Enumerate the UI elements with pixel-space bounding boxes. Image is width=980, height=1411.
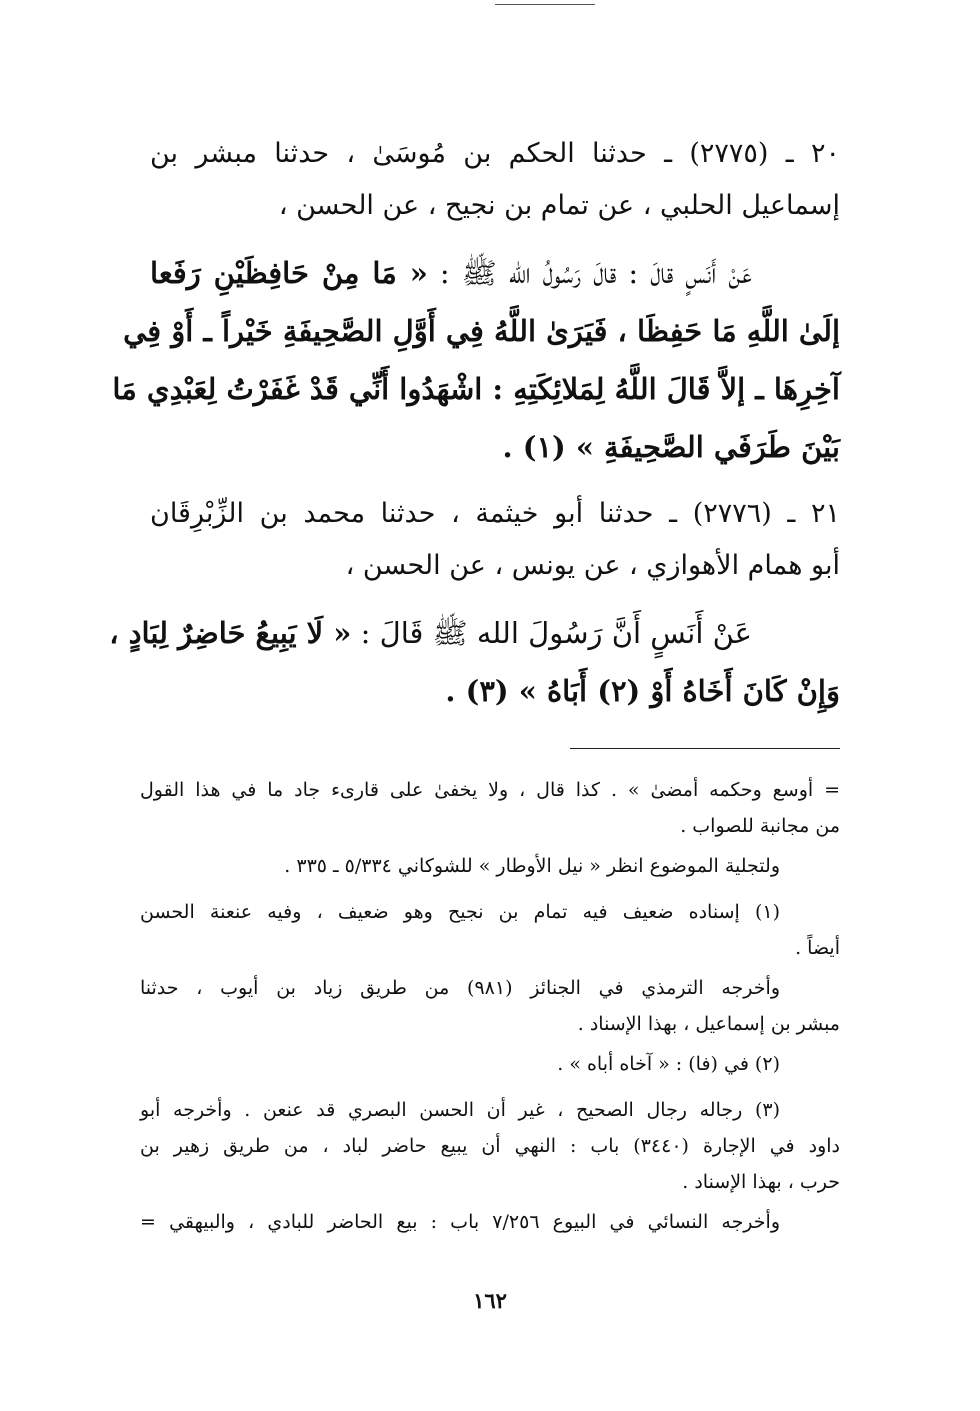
footnote-line: مبشر بن إسماعيل ، بهذا الإسناد . [577, 1013, 840, 1035]
matn-text: آخِرِهَا ـ إلاَّ قَالَ اللَّهُ لِمَلائِكَتِهِ : اشْهَدُوا أَنِّي قَدْ غَفَرْتُ لِعَبْدِي مَا [112, 372, 840, 406]
footnote-separator [570, 748, 840, 749]
footnote-continuation [140, 772, 840, 844]
footnote-line: = أوسع وحكمه أمضىٰ » . كذا قال ، ولا يخفىٰ على قارىء جاد ما في هذا القول [140, 779, 840, 801]
footnote-line: (٢) في (فا) : « آخاه أباه » . [557, 1053, 780, 1075]
matn-text: وَإِنْ كَانَ أَخَاهُ أَوْ (٢) أَبَاهُ » (٣) . [445, 674, 840, 708]
chain-line: إسماعيل الحلبي ، عن تمام بن نجيح ، عن الحسن ، [278, 190, 840, 221]
footnote-line: حرب ، بهذا الإسناد . [682, 1171, 840, 1193]
main-text [109, 128, 840, 732]
chain-line: أبو همام الأهوازي ، عن يونس ، عن الحسن ، [345, 550, 840, 581]
footnote-2 [140, 1046, 840, 1082]
footnote-line: وأخرجه الترمذي في الجنائز (٩٨١) من طريق زياد بن أيوب ، حدثنا [140, 977, 780, 999]
matn-line [123, 302, 840, 360]
footnote-line: داود في الإجارة (٣٤٤٠) باب : النهي أن يبيع حاضر لباد ، من طريق زهير بن [140, 1135, 840, 1157]
matn-intro: عَنْ أَنَسٍ أَنَّ رَسُولَ الله ﷺ قَالَ : [351, 616, 752, 650]
footnote-3 [140, 1092, 840, 1200]
matn-line [150, 418, 840, 476]
footnote-line: (١) إسناده ضعيف فيه تمام بن نجيح وهو ضعيف ، وفيه عنعنة الحسن [140, 901, 780, 923]
footnote-reference [140, 848, 840, 884]
matn-line [109, 604, 840, 662]
footnote-line: أيضاً . [795, 937, 840, 959]
hadith-20-matn [112, 244, 840, 476]
footnotes [140, 772, 840, 1244]
matn-line [112, 360, 840, 418]
matn-text: إلَىٰ اللَّهِ مَا حَفِظَا ، فَيَرَىٰ اللَّهُ فِي أَوَّلِ الصَّحِيفَةِ خَيْراً ـ أَوْ فِي [123, 314, 840, 348]
footnote-3-nasai [140, 1204, 840, 1240]
matn-text: « لَا يَبِيعُ حَاضِرٌ لِبَادٍ ، [109, 616, 352, 650]
page-number: ١٦٢ [473, 1288, 507, 1313]
top-rule [495, 4, 595, 5]
chain-line: ٢١ ـ (٢٧٧٦) ـ حدثنا أبو خيثمة ، حدثنا محمد بن الزِّبْرِقَان [150, 498, 840, 529]
matn-intro: عَنْ أَنَسٍ قالَ : قالَ رَسُولُ الله ﷺ : [427, 256, 752, 290]
matn-line [150, 662, 840, 720]
chain-line: ٢٠ ـ (٢٧٧٥) ـ حدثنا الحكم بن مُوسَىٰ ، حدثنا مبشر بن [150, 138, 840, 169]
matn-line [150, 244, 840, 302]
footnote-1-tirmidhi [140, 970, 840, 1042]
hadith-21-chain [150, 488, 840, 592]
hadith-21-matn [109, 604, 840, 720]
footnote-line: (٣) رجاله رجال الصحيح ، غير أن الحسن البصري قد عنعن . وأخرجه أبو [140, 1099, 780, 1121]
footnote-line: وأخرجه النسائي في البيوع ٧/٢٥٦ باب : بيع الحاضر للبادي ، والبيهقي = [140, 1211, 780, 1233]
footnote-1 [140, 894, 840, 966]
matn-text: « مَا مِنْ حَافِظَيْنِ رَفَعا [150, 256, 428, 290]
footnote-line: من مجانبة للصواب . [680, 815, 840, 837]
matn-text: بَيْنَ طَرَفَي الصَّحِيفَةِ » (١) . [502, 430, 840, 464]
hadith-20-chain [150, 128, 840, 232]
footnote-line: ولتجلية الموضوع انظر « نيل الأوطار » للشوكاني ٥/٣٣٤ ـ ٣٣٥ . [284, 855, 780, 877]
